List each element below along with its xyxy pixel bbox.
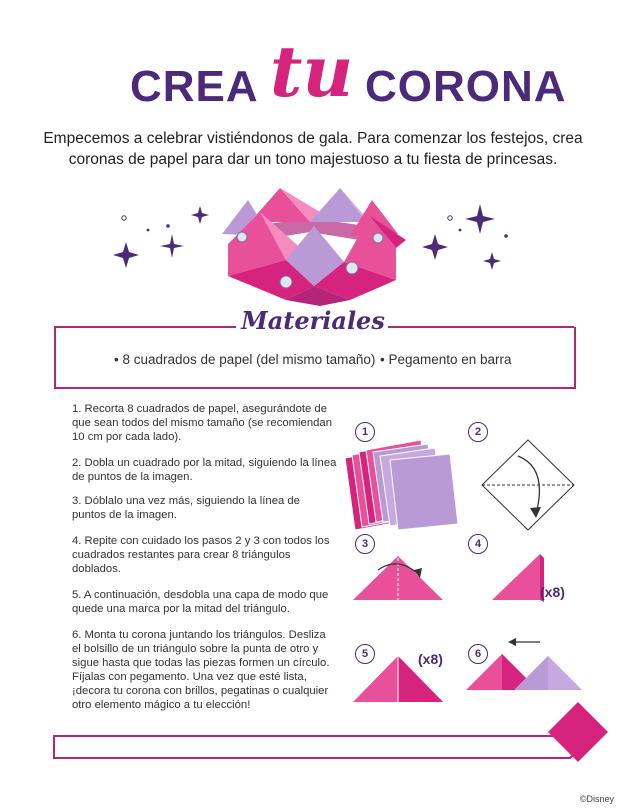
step-4: 4. Repite con cuidado los pasos 2 y 3 con todos los cuadrados restantes para crear 8 triángulos doblados. bbox=[72, 535, 330, 575]
title-word-corona: CORONA bbox=[365, 62, 567, 111]
step-number-5: 5 bbox=[355, 644, 375, 664]
step-3: 3. Dóblalo una vez más, siguiendo la línea de puntos de la imagen. bbox=[72, 495, 300, 521]
diagram-fold-again bbox=[348, 548, 448, 608]
paper-crown bbox=[222, 188, 406, 306]
title-word-tu: tu bbox=[270, 30, 354, 113]
step-number-6: 6 bbox=[468, 644, 488, 664]
multiplier-label: (x8) bbox=[418, 651, 443, 667]
intro-text: Empecemos a celebrar vistiéndonos de gala. Para comenzar los festejos, crea coronas de papel para dar un tono majestuoso a tu fiesta de princesas. bbox=[43, 130, 583, 168]
diagram-assemble bbox=[464, 636, 584, 696]
title-word-crea: CREA bbox=[130, 62, 259, 111]
materials-heading: Materiales bbox=[241, 306, 385, 335]
step-2: 2. Dobla un cuadrado por la mitad, siguiendo la línea de puntos de la imagen. bbox=[72, 457, 337, 483]
sparkle-icon bbox=[422, 204, 508, 270]
diagram-fold-half bbox=[478, 438, 578, 533]
step-number-1: 1 bbox=[355, 422, 375, 442]
bottom-decoration bbox=[52, 700, 614, 770]
step-6: 6. Monta tu corona juntando los triángulos. Desliza el bolsillo de un triángulo sobre la punta de otro y sigue hasta que todas las piezas formen un círculo. Fíjalas con pegamento. Una vez que esté lista, ¡decora tu corona con brillos, pegatinas o cualquier otro elemento mágico a tu elección! bbox=[72, 629, 330, 711]
step-5: 5. A continuación, desdobla una capa de modo que quede una marca por la mitad del triángulo. bbox=[72, 589, 329, 615]
materials-item: • 8 cuadrados de papel (del mismo tamaño) bbox=[114, 352, 376, 367]
sparkle-icon bbox=[113, 206, 209, 268]
crown-illustration bbox=[100, 182, 520, 307]
step-number-2: 2 bbox=[468, 422, 488, 442]
step-number-3: 3 bbox=[355, 534, 375, 554]
page-title bbox=[0, 30, 626, 113]
diagram-paper-stack bbox=[340, 440, 465, 535]
copyright: ©Disney bbox=[579, 794, 614, 804]
materials-item: • Pegamento en barra bbox=[380, 352, 512, 367]
step-number-4: 4 bbox=[468, 534, 488, 554]
step-1: 1. Recorta 8 cuadrados de papel, asegurándote de que sean todos del mismo tamaño (se recomiendan 10 cm por cada lado). bbox=[72, 403, 332, 443]
multiplier-label: (x8) bbox=[540, 584, 565, 600]
